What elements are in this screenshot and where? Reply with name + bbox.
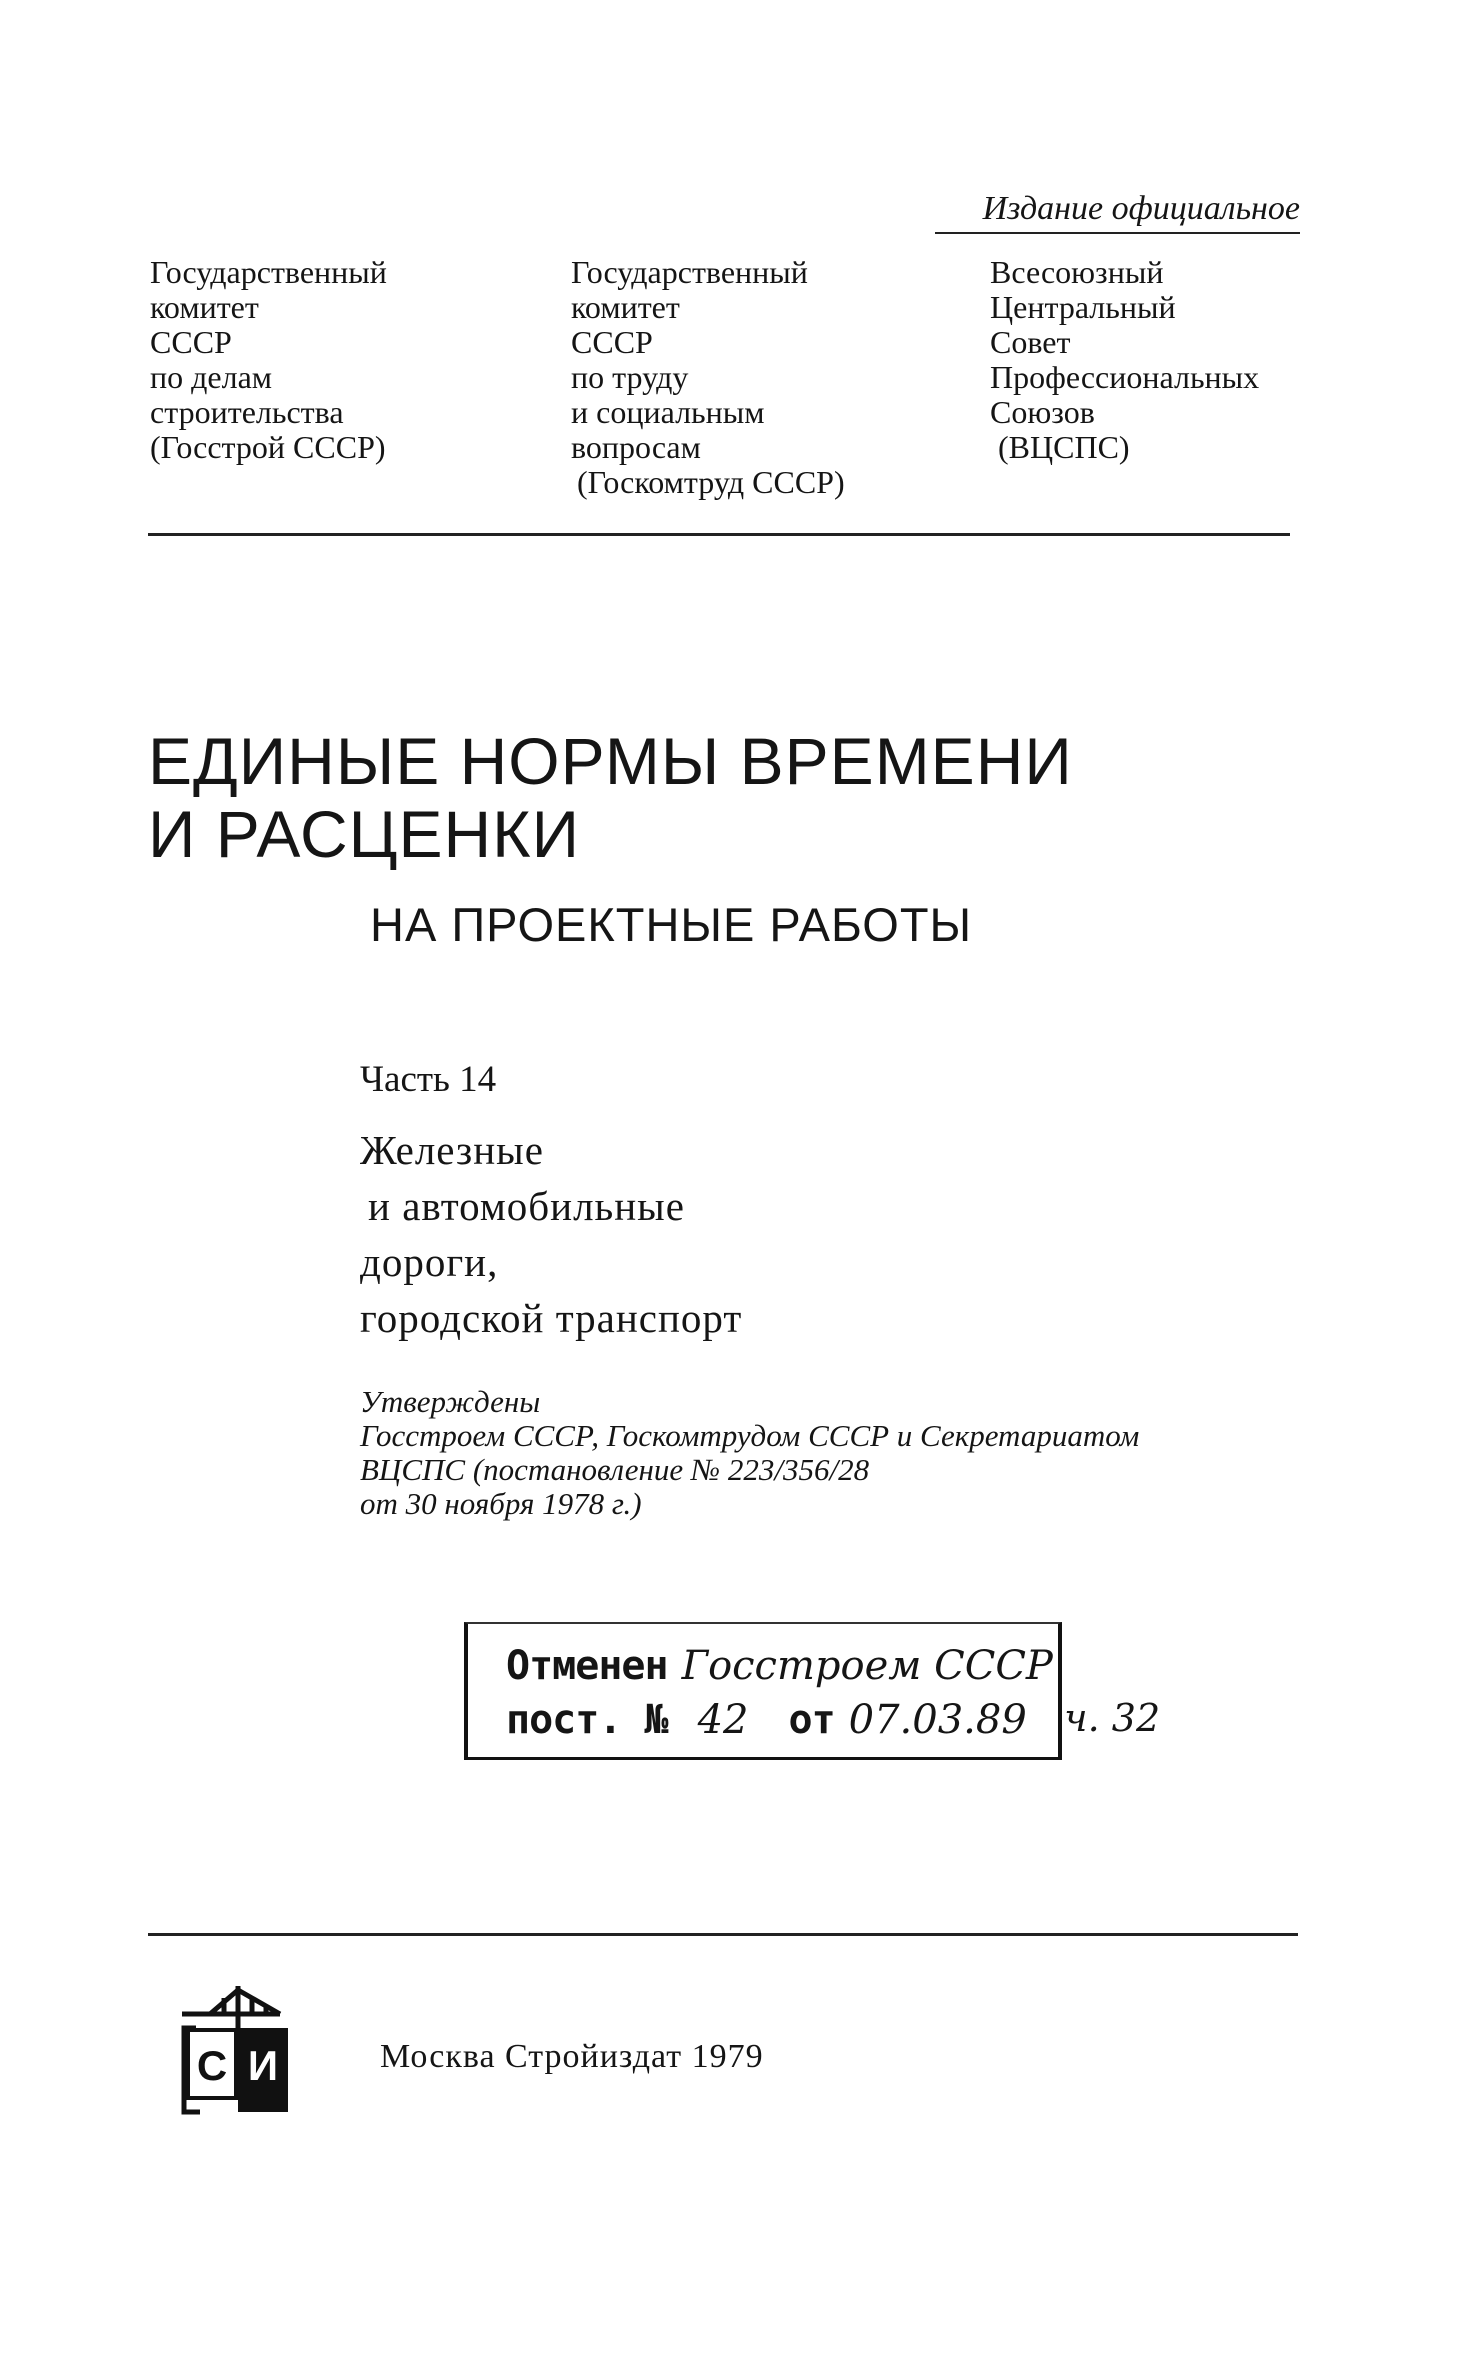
org-line: комитет <box>150 289 259 325</box>
org-goskomtrud <box>571 255 845 500</box>
stamp-handwritten-date: 07.03.89 <box>848 1697 1027 1743</box>
stamp-typed-text: Отменен <box>506 1643 668 1689</box>
cancellation-stamp <box>464 1622 1062 1760</box>
approval-note <box>360 1385 1139 1521</box>
title-line: ЕДИНЫЕ НОРМЫ ВРЕМЕНИ <box>148 724 1073 798</box>
stamp-line-2 <box>506 1696 1027 1743</box>
approval-line: от 30 ноября 1978 г.) <box>360 1486 642 1521</box>
org-line: Союзов <box>990 394 1095 430</box>
org-line: (Госстрой СССР) <box>150 429 386 465</box>
publisher-logo <box>172 1972 302 2117</box>
stamp-typed-text: пост. № <box>506 1697 668 1743</box>
approval-line: Госстроем СССР, Госкомтрудом СССР и Секретариатом <box>360 1418 1140 1453</box>
org-line: Государственный <box>150 254 387 290</box>
part-topic-line: и автомобильные <box>368 1183 685 1229</box>
part-topic-line: Железные <box>360 1127 544 1173</box>
org-line: и социальным <box>571 394 765 430</box>
org-vtsps <box>990 255 1259 465</box>
org-line: СССР <box>571 324 653 360</box>
org-line: СССР <box>150 324 232 360</box>
org-line: Всесоюзный <box>990 254 1164 290</box>
org-line: по делам <box>150 359 273 395</box>
title-line: И РАСЦЕНКИ <box>148 797 581 871</box>
footer-divider <box>148 1933 1298 1936</box>
approval-line: ВЦСПС (постановление № 223/356/28 <box>360 1452 870 1487</box>
org-line: комитет <box>571 289 680 325</box>
org-line: Центральный <box>990 289 1176 325</box>
part-topic-line: городской транспорт <box>360 1295 743 1341</box>
org-line: Профессиональных <box>990 359 1260 395</box>
stamp-handwritten-text: Госстроем СССР <box>681 1643 1053 1689</box>
header-divider <box>148 533 1290 536</box>
org-line: (ВЦСПС) <box>998 429 1130 465</box>
logo-letter: И <box>247 2042 279 2089</box>
part-topic-line: дороги, <box>360 1239 499 1285</box>
stroyizdat-logo-icon <box>172 1972 302 2117</box>
edition-note: Издание официальное <box>935 190 1300 234</box>
part-number: Часть 14 <box>360 1059 497 1100</box>
org-line: Совет <box>990 324 1071 360</box>
org-gosstroy <box>150 255 387 465</box>
org-line: Государственный <box>571 254 808 290</box>
stamp-side-note: ч. 32 <box>1064 1696 1161 1740</box>
document-title <box>148 725 1073 871</box>
document-subtitle: НА ПРОЕКТНЫЕ РАБОТЫ <box>370 898 973 951</box>
stamp-line-1 <box>506 1642 1053 1689</box>
org-line: по труду <box>571 359 689 395</box>
org-line: строительства <box>150 394 344 430</box>
stamp-handwritten-number: 42 <box>697 1697 749 1743</box>
approval-line: Утверждены <box>360 1384 541 1419</box>
part-topic <box>360 1122 742 1346</box>
publisher-imprint: Москва Стройиздат 1979 <box>380 2038 764 2075</box>
org-line: (Госкомтруд СССР) <box>577 464 845 500</box>
stamp-typed-text: от <box>788 1697 835 1743</box>
org-line: вопросам <box>571 429 701 465</box>
logo-letter: С <box>196 2042 228 2089</box>
